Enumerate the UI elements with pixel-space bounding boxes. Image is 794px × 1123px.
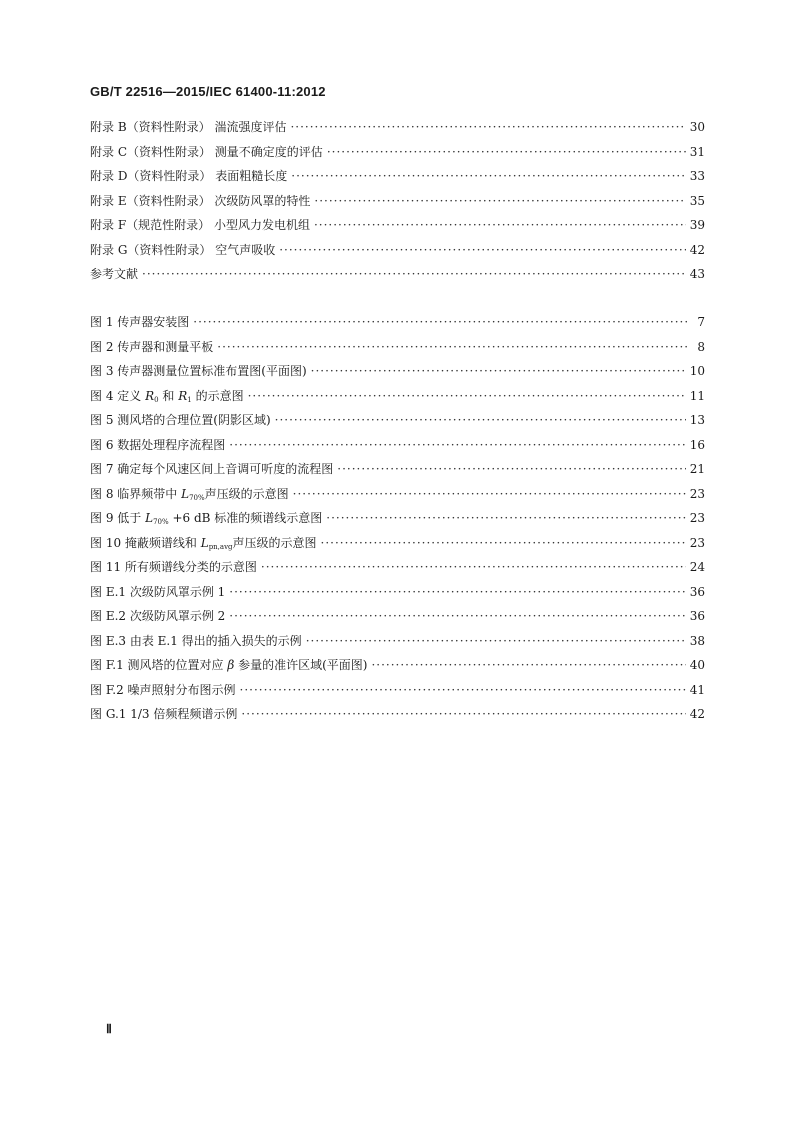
dot-leader — [275, 413, 686, 427]
toc-entry-label — [90, 387, 248, 404]
toc-row-figure[interactable] — [90, 583, 705, 608]
toc-entry-label — [90, 656, 371, 673]
toc-row-annex[interactable] — [90, 216, 705, 241]
math-variable: L — [181, 486, 190, 501]
toc-row-figure[interactable] — [90, 436, 705, 461]
math-variable: β — [227, 658, 235, 672]
toc-entry-label: 参考文献 — [90, 267, 139, 281]
toc-entry-label: 附录 D（资料性附录） 表面粗糙长度 — [90, 169, 288, 183]
dot-leader — [229, 438, 685, 452]
toc-page-number: 43 — [689, 267, 705, 281]
toc-page-number: 7 — [697, 315, 705, 329]
label-suffix: 的示意图 — [191, 388, 244, 403]
dot-leader — [290, 120, 685, 134]
toc-page-number: 42 — [689, 707, 705, 721]
math-variable: L — [200, 535, 209, 550]
math-subscript: 0 — [154, 395, 159, 404]
toc-entry-label: 附录 G（资料性附录） 空气声吸收 — [90, 242, 276, 257]
dot-leader — [337, 462, 685, 476]
dot-leader — [248, 389, 686, 403]
toc-entry-label: 附录 B（资料性附录） 湍流强度评估 — [90, 120, 287, 134]
toc-entry-label: 图 1 传声器安装图 — [90, 315, 190, 329]
dot-leader — [293, 487, 686, 501]
dot-leader — [327, 145, 686, 159]
math-variable: R — [145, 388, 155, 403]
toc-row-annex[interactable] — [90, 167, 705, 192]
toc-row-figure[interactable] — [90, 460, 705, 485]
toc-row-figure[interactable] — [90, 534, 705, 559]
toc-row-figure[interactable] — [90, 509, 705, 534]
dot-leader — [371, 658, 685, 672]
dot-leader — [306, 634, 686, 648]
toc-page-number: 41 — [689, 682, 705, 697]
toc-page-number: 23 — [689, 511, 705, 525]
toc-row-annex[interactable] — [90, 143, 705, 168]
label-suffix: 参量的准许区域(平面图) — [234, 658, 368, 672]
label-suffix: 声压级的示意图 — [204, 486, 289, 501]
toc-entry-label — [90, 509, 326, 526]
toc-row-figure[interactable] — [90, 681, 705, 706]
toc-row-annex[interactable] — [90, 265, 705, 290]
label-prefix: 图 9 低于 — [90, 511, 146, 525]
standard-code-header: GB/T 22516—2015/IEC 61400-11:2012 — [90, 84, 326, 99]
label-suffix: +6 dB 标准的频谱线示意图 — [168, 511, 323, 525]
label-prefix: 图 4 定义 — [90, 388, 146, 403]
toc-entry-label: 图 E.1 次级防风罩示例 1 — [90, 584, 226, 599]
figure-toc — [90, 313, 705, 730]
math-variable: L — [145, 511, 154, 525]
dot-leader — [321, 536, 686, 550]
dot-leader — [279, 243, 686, 257]
annex-toc — [90, 118, 705, 290]
toc-entry-label: 图 2 传声器和测量平板 — [90, 339, 214, 354]
toc-page-number: 31 — [689, 144, 705, 159]
toc-entry-label: 图 3 传声器测量位置标准布置图(平面图) — [90, 364, 307, 378]
page-number: Ⅱ — [106, 1022, 112, 1036]
toc-page-number: 35 — [689, 193, 705, 208]
math-variable: R — [178, 388, 188, 403]
toc-row-figure[interactable] — [90, 705, 705, 730]
math-subscript: 1 — [187, 395, 192, 404]
dot-leader — [261, 560, 686, 574]
toc-page-number: 42 — [689, 242, 705, 257]
toc-page-number: 39 — [689, 218, 705, 232]
toc-row-figure[interactable] — [90, 656, 705, 681]
dot-leader — [193, 315, 687, 329]
toc-entry-label: 图 11 所有频谱线分类的示意图 — [90, 560, 257, 574]
toc-entry-label: 图 F.2 噪声照射分布图示例 — [90, 682, 236, 697]
dot-leader — [217, 340, 687, 354]
toc-row-annex[interactable] — [90, 241, 705, 266]
toc-page-number: 36 — [689, 609, 705, 623]
toc-row-annex[interactable] — [90, 118, 705, 143]
toc-page-number: 8 — [697, 339, 705, 354]
toc-row-figure[interactable] — [90, 607, 705, 632]
toc-entry-label — [90, 485, 293, 502]
toc-page-number: 33 — [689, 169, 705, 183]
toc-entry-label: 图 6 数据处理程序流程图 — [90, 437, 226, 452]
toc-row-figure[interactable] — [90, 362, 705, 387]
toc-entry-label: 附录 C（资料性附录） 测量不确定度的评估 — [90, 144, 323, 159]
toc-page-number: 13 — [689, 413, 705, 427]
toc-row-annex[interactable] — [90, 192, 705, 217]
toc-entry-label: 图 7 确定每个风速区间上音调可听度的流程图 — [90, 462, 334, 476]
toc-row-figure[interactable] — [90, 338, 705, 363]
math-subscript: 70% — [189, 493, 205, 502]
toc-entry-label: 附录 E（资料性附录） 次级防风罩的特性 — [90, 193, 311, 208]
toc-row-figure[interactable] — [90, 558, 705, 583]
toc-page-number: 38 — [689, 633, 705, 648]
label-suffix: 声压级的示意图 — [232, 535, 317, 550]
toc-entry-label: 图 E.3 由表 E.1 得出的插入损失的示例 — [90, 633, 302, 648]
dot-leader — [314, 218, 686, 232]
label-prefix: 图 8 临界频带中 — [90, 486, 182, 501]
dot-leader — [314, 194, 685, 208]
toc-page-number: 23 — [689, 535, 705, 550]
dot-leader — [291, 169, 685, 183]
toc-row-figure[interactable] — [90, 313, 705, 338]
dot-leader — [311, 364, 686, 378]
toc-page-number: 36 — [689, 584, 705, 599]
toc-row-figure[interactable] — [90, 632, 705, 657]
toc-page-number: 24 — [689, 560, 705, 574]
label-prefix: 图 F.1 测风塔的位置对应 — [90, 658, 228, 672]
toc-entry-label: 图 E.2 次级防风罩示例 2 — [90, 609, 226, 623]
toc-entry-label: 图 5 测风塔的合理位置(阴影区域) — [90, 413, 271, 427]
toc-page-number: 11 — [689, 388, 705, 403]
label-middle: 和 — [158, 388, 179, 403]
toc-page-number: 23 — [689, 486, 705, 501]
math-subscript: 70% — [153, 518, 169, 526]
dot-leader — [326, 511, 685, 525]
dot-leader — [241, 707, 685, 721]
toc-page-number: 40 — [689, 658, 705, 672]
dot-leader — [229, 585, 685, 599]
dot-leader — [229, 609, 685, 623]
label-prefix: 图 10 掩蔽频谱线和 — [90, 535, 201, 550]
toc-entry-label — [90, 534, 321, 551]
dot-leader — [142, 267, 686, 281]
toc-page-number: 16 — [689, 437, 705, 452]
dot-leader — [240, 683, 686, 697]
toc-page-number: 21 — [689, 462, 705, 476]
toc-row-figure[interactable] — [90, 411, 705, 436]
toc-row-figure[interactable] — [90, 387, 705, 412]
toc-entry-label: 附录 F（规范性附录） 小型风力发电机组 — [90, 218, 310, 232]
toc-page-number: 10 — [689, 364, 705, 378]
toc-entry-label: 图 G.1 1/3 倍频程频谱示例 — [90, 707, 238, 721]
toc-row-figure[interactable] — [90, 485, 705, 510]
toc-page-number: 30 — [689, 120, 705, 134]
math-subscript: pn,avg — [208, 542, 233, 551]
